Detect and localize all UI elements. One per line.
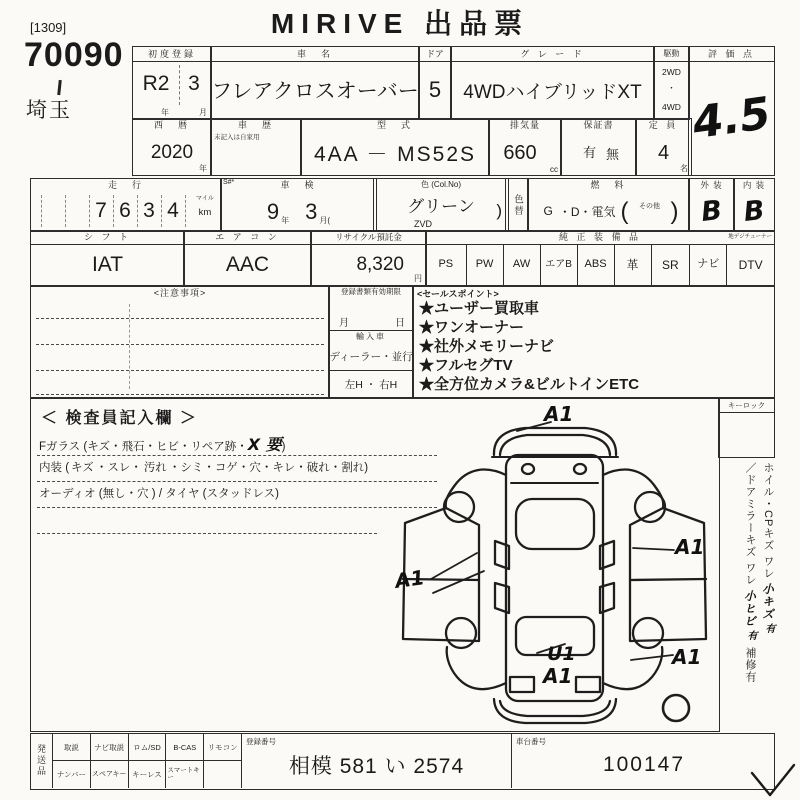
equip-item: PW <box>466 244 503 286</box>
score-label: 評 価 点 <box>689 47 774 62</box>
aircon-label: エ ア コ ン <box>184 231 311 245</box>
chassis-number: 100147 <box>602 752 686 776</box>
warranty-cell <box>560 118 637 176</box>
year-unit2: 年 <box>199 164 207 173</box>
shaken-month-unit: 月( <box>319 216 331 225</box>
month-unit: 月 <box>199 108 207 117</box>
repaint-label: 色替 <box>512 193 523 217</box>
keylock-label: キーロック <box>719 399 774 413</box>
color-paren: ) <box>496 201 502 220</box>
color-label: 色 (Col.No) <box>420 180 461 189</box>
notices-label: <注意事項> <box>153 288 207 298</box>
door-cell <box>418 46 452 120</box>
aircon-cell <box>183 230 312 287</box>
chassis-number-cell <box>511 734 776 788</box>
accessory-item: 取説 <box>63 742 79 752</box>
fuel-label: 燃 料 <box>590 180 627 190</box>
damage-mark-left: A1 <box>393 565 426 593</box>
accessory-item: スマートキー <box>165 761 203 788</box>
sales-point: ★ワンオーナー <box>419 319 525 336</box>
recycle-label: リサイクル預託金 <box>311 231 426 245</box>
grade-value: 4WDハイブリッドXT <box>463 81 642 103</box>
year-cell <box>132 118 212 176</box>
year-unit: 年 <box>161 108 169 117</box>
mileage-digit: 3 <box>143 199 155 222</box>
accessory-item: スペアキー <box>90 761 128 788</box>
score-cell <box>688 46 775 176</box>
capacity-value: 4 <box>657 141 670 164</box>
capacity-cell <box>635 118 692 176</box>
bracket-number: [1309] <box>30 20 67 35</box>
sales-point: ★社外メモリーナビ <box>419 338 555 355</box>
tuner-note: 地デジチューナー <box>728 234 772 240</box>
fuel-paren-open: ( <box>620 197 629 225</box>
front-glass-line: Fガラス (キズ・飛石・ヒビ・リペア跡・X 要) <box>39 432 286 455</box>
front-glass-handwriting: X 要 <box>247 435 282 454</box>
history-label: 車 歴 <box>237 120 274 130</box>
model-code: 4AA － MS52S <box>313 143 477 166</box>
mileage-digit <box>65 193 89 229</box>
shift-value: IAT <box>91 253 124 276</box>
sales-point: ★ユーザー買取車 <box>419 300 540 317</box>
first-registration-label: 初度登録 <box>133 47 211 62</box>
notices-cell <box>30 285 330 398</box>
equip-item: ABS <box>577 244 614 286</box>
grade-cell <box>450 46 655 120</box>
history-note: 未記入は自家用 <box>214 134 260 141</box>
accessory-item: B-CAS <box>165 734 203 760</box>
shaken-label: 車 検 <box>280 180 317 190</box>
equip-item: ナビ <box>689 244 726 286</box>
car-name: フレアクロスオーバー <box>211 80 419 103</box>
mileage-digit: 7 <box>95 199 107 222</box>
car-name-label: 車 名 <box>211 47 419 62</box>
equip-item: AW <box>503 244 540 286</box>
score-value: 4.5 <box>689 87 774 149</box>
docs-day: 日 <box>395 318 405 329</box>
aircon-value: AAC <box>225 253 270 276</box>
mirror-note-printed: ／ドアミラーキズ ワレ <box>744 462 756 587</box>
color-name: グリーン <box>407 197 475 216</box>
accessory-item: ロム/SD <box>128 734 166 760</box>
import-options: ディーラー・並行 <box>329 350 413 363</box>
damage-mark-right-low: A1 <box>672 645 702 669</box>
serial-hash-label: S#* <box>223 179 235 186</box>
bottom-row <box>30 733 775 790</box>
color-cell <box>373 178 509 232</box>
equip-item: DTV <box>726 244 774 286</box>
registration-number-cell <box>241 734 511 788</box>
recycle-value: 8,320 <box>356 254 404 275</box>
fuel-paren-close: ) <box>670 197 679 225</box>
model-label: 型 式 <box>376 120 413 130</box>
mileage-digit: 6 <box>119 199 131 222</box>
first-registration-cell <box>132 46 212 120</box>
drive-separator: ・ <box>667 83 676 94</box>
shipping-items-label: 発送品 <box>31 734 53 788</box>
audio-tire-line: オーディオ (無し・穴 ) / タイヤ (スタッドレス) <box>39 488 279 500</box>
interior-grade: B <box>742 194 766 228</box>
equipment-label: 純 正 装 備 品 <box>426 231 774 245</box>
year-label: 西 暦 <box>153 120 190 130</box>
accessory-item: キーレス <box>128 761 166 788</box>
lot-number: 70090 <box>24 36 124 74</box>
grade-label: グ レ ー ド <box>451 47 654 62</box>
prefecture: 埼玉 <box>26 99 72 122</box>
km-unit-label: km <box>198 207 212 218</box>
equip-item: エアB <box>540 244 577 286</box>
displacement-value: 660 <box>503 141 537 164</box>
docs-label: 登録書類有効期限 <box>341 287 401 296</box>
inspector-label: ＜ 検査員記入欄 ＞ <box>41 410 198 427</box>
sales-point: ★全方位カメラ&ビルトインETC <box>419 376 640 393</box>
sales-points-label: <セールスポイント> <box>417 289 499 299</box>
shaken-year: 9 <box>266 198 280 224</box>
exterior-label: 外 装 <box>700 180 723 190</box>
inspector-area <box>30 398 720 732</box>
damage-mark-front: A1 <box>544 402 574 426</box>
sales-point: ★フルセグTV <box>419 357 513 374</box>
mileage-digit <box>41 193 65 229</box>
drive-4wd: 4WD <box>662 101 681 112</box>
keylock-cell <box>718 398 775 458</box>
chassis-label: 車台番号 <box>516 737 546 746</box>
first-reg-month: 3 <box>188 72 200 95</box>
interior-condition-line: 内装 ( キズ ・スレ・ 汚れ ・シミ・コゲ・穴・キレ・破れ・割れ) <box>39 462 369 474</box>
recycle-fee-cell <box>310 230 427 287</box>
accessory-item: ナンバー <box>56 769 86 779</box>
equipment-cell <box>425 230 775 287</box>
accessory-item: リモコン <box>203 734 241 760</box>
docs-cell <box>328 285 414 398</box>
accessory-item: ナビ取説 <box>90 734 128 760</box>
import-label: 輸入車 <box>329 330 413 342</box>
displacement-unit: cc <box>550 165 558 174</box>
accessory-item <box>203 761 241 788</box>
displacement-label: 排気量 <box>509 120 540 130</box>
fuel-other-label: その他 <box>639 202 660 210</box>
mirror-note-hand: 小ヒビ有 <box>743 590 757 641</box>
interior-grade-cell <box>733 178 775 232</box>
handle-options: 左H ・ 右H <box>329 370 413 397</box>
fuel-options: ・D・電気 <box>558 205 616 219</box>
sheet-title: MIRIVE 出品票 <box>270 8 530 39</box>
repair-note: 補修有 <box>744 646 756 683</box>
wheel-note-printed: ホイル・CPキズ ワレ <box>762 462 774 580</box>
interior-label: 内 装 <box>742 180 766 190</box>
pen-check-mark <box>742 763 797 799</box>
door-label: ドア <box>419 47 451 62</box>
shaken-year-unit: 年 <box>281 216 290 225</box>
capacity-unit: 名 <box>680 164 688 173</box>
drivetrain-label: 駆動 <box>654 47 689 62</box>
pen-stroke <box>57 80 61 95</box>
wheel-note-hand: 小キズ有 <box>761 583 775 634</box>
equip-item: PS <box>438 258 454 271</box>
registration-label: 登録番号 <box>246 737 276 746</box>
mileage-digit: 4 <box>167 199 179 222</box>
warranty-label: 保証書 <box>583 120 614 130</box>
recycle-unit: 円 <box>414 274 422 283</box>
mileage-label: 走 行 <box>107 180 144 190</box>
pen-circle-mark <box>663 695 689 721</box>
capacity-label: 定 員 <box>648 120 679 130</box>
damage-mark-rear-a: A1 <box>543 664 573 688</box>
equip-item: SR <box>651 244 690 286</box>
first-reg-year: R2 <box>142 72 170 95</box>
mileage-cell <box>30 178 222 232</box>
mile-unit-label: マイル <box>196 196 214 202</box>
warranty-yes: 有 <box>582 145 596 161</box>
warranty-no: 無 <box>606 146 620 162</box>
damage-mark-right-mid: A1 <box>675 535 705 559</box>
exterior-grade-cell <box>688 178 735 232</box>
sales-points-cell <box>412 285 775 398</box>
color-code: ZVD <box>414 219 432 229</box>
shift-label: シ フ ト <box>31 231 184 245</box>
repaint-cell <box>505 178 529 232</box>
docs-month: 月 <box>339 318 349 329</box>
car-name-cell <box>210 46 420 120</box>
damage-mark-rear-u: U1 <box>547 643 576 665</box>
year-value: 2020 <box>150 142 194 163</box>
exterior-grade: B <box>699 194 724 228</box>
door-count: 5 <box>428 77 442 102</box>
wheel-mirror-notes <box>716 462 776 730</box>
equip-item: 革 <box>614 244 651 286</box>
fuel-gasoline: G <box>543 204 553 219</box>
shaken-cell <box>220 178 377 232</box>
drive-2wd: 2WD <box>662 67 681 78</box>
registration-number: 相模 581 い 2574 <box>288 754 465 778</box>
shift-cell <box>30 230 185 287</box>
shaken-month: 3 <box>305 198 318 224</box>
history-cell <box>210 118 302 176</box>
fuel-cell <box>527 178 690 232</box>
displacement-cell <box>488 118 562 176</box>
model-code-cell <box>300 118 490 176</box>
